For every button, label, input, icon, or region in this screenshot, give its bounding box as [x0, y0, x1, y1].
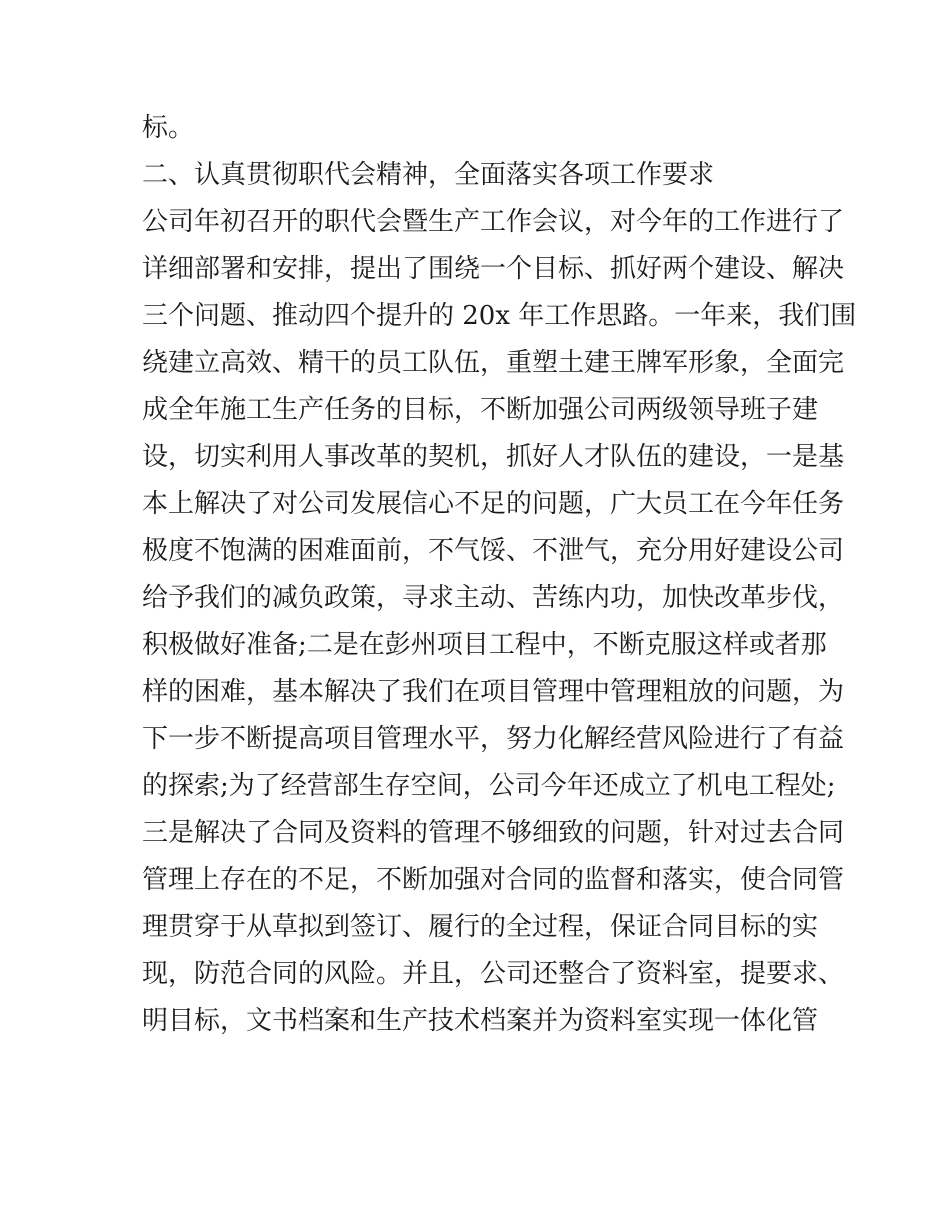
text-line: 理贯穿于从草拟到签订、履行的全过程，保证合同目标的实 [142, 912, 819, 942]
text-line: 标。 [142, 113, 195, 143]
text-line: 成全年施工生产任务的目标，不断加强公司两级领导班子建 [142, 395, 819, 425]
text-line: 的探索;为了经营部生存空间，公司今年还成立了机电工程处; [142, 771, 836, 801]
text-line: 给予我们的减负政策，寻求主动、苦练内功，加快改革步伐， [142, 583, 845, 613]
text-line: 公司年初召开的职代会暨生产工作会议，对今年的工作进行了 [142, 207, 845, 237]
text-line: 三个问题、推动四个提升的 20x 年工作思路。一年来，我们围 [142, 301, 857, 331]
text-line: 设，切实利用人事改革的契机，抓好人才队伍的建设，一是基 [142, 442, 845, 472]
text-line: 三是解决了合同及资料的管理不够细致的问题，针对过去合同 [142, 818, 845, 848]
text-line: 详细部署和安排，提出了围绕一个目标、抓好两个建设、解决 [142, 254, 845, 284]
section-heading: 二、认真贯彻职代会精神，全面落实各项工作要求 [142, 160, 715, 190]
text-line: 样的困难，基本解决了我们在项目管理中管理粗放的问题，为 [142, 677, 845, 707]
text-line: 现，防范合同的风险。并且，公司还整合了资料室，提要求、 [142, 959, 845, 989]
text-line: 管理上存在的不足，不断加强对合同的监督和落实，使合同管 [142, 865, 845, 895]
text-line: 积极做好准备;二是在彭州项目工程中，不断克服这样或者那 [142, 630, 827, 660]
text-line: 明目标，文书档案和生产技术档案并为资料室实现一体化管 [142, 1006, 819, 1036]
text-line: 绕建立高效、精干的员工队伍，重塑土建王牌军形象，全面完 [142, 348, 845, 378]
text-line: 本上解决了对公司发展信心不足的问题，广大员工在今年任务 [142, 489, 845, 519]
text-line: 下一步不断提高项目管理水平，努力化解经营风险进行了有益 [142, 724, 845, 754]
document-body [142, 108, 857, 1048]
text-line: 极度不饱满的困难面前，不气馁、不泄气，充分用好建设公司 [142, 536, 845, 566]
